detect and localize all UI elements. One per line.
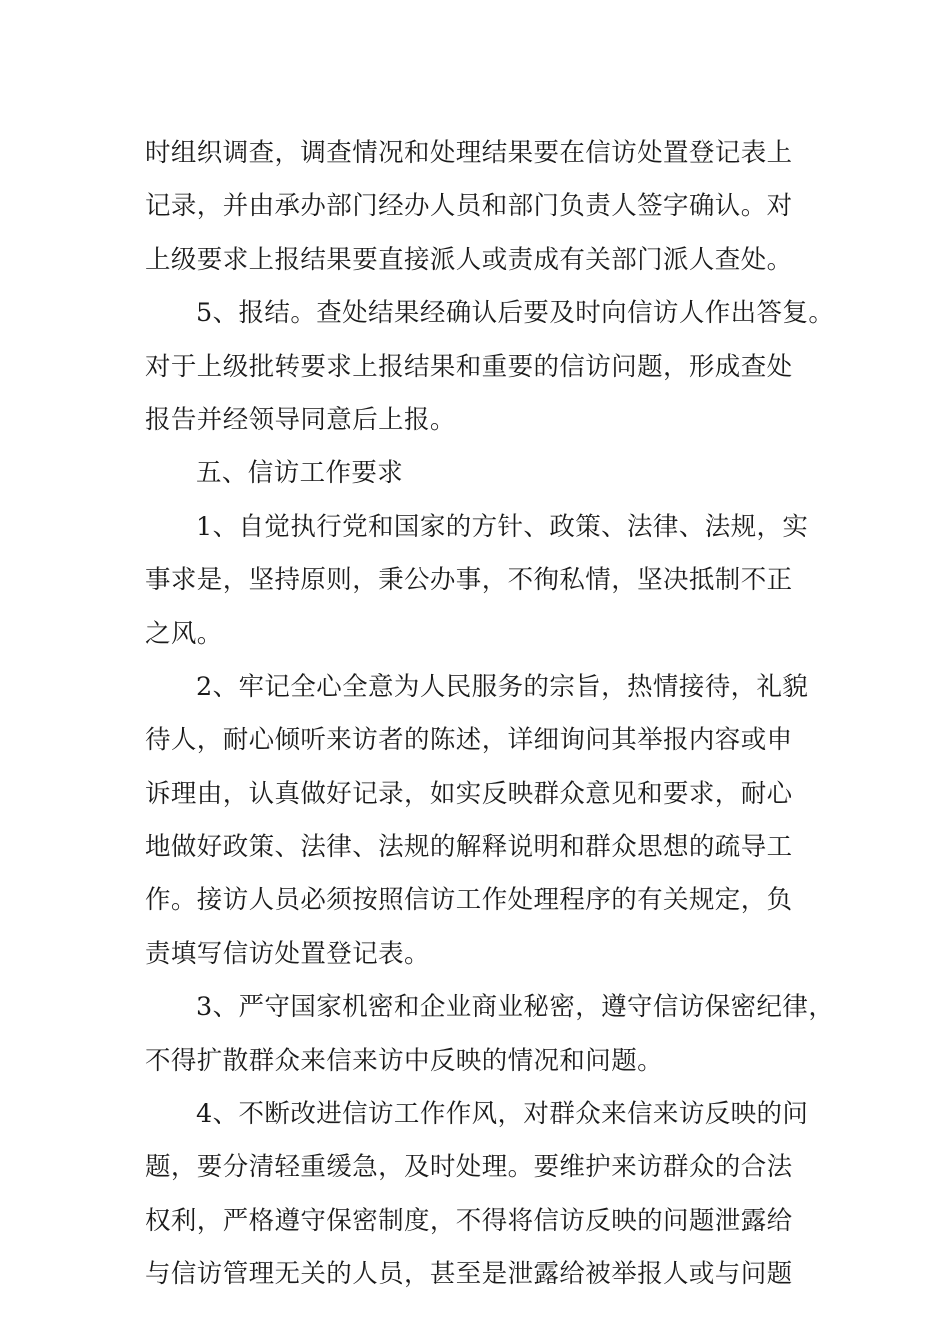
text-line: 3、严守国家机密和企业商业秘密，遵守信访保密纪律， [196,992,835,1023]
paragraph-requirement-3 [145,987,835,1094]
paragraph-investigation-record [145,133,825,293]
text-line: 记录，并由承办部门经办人员和部门负责人签字确认。对 [145,191,793,222]
text-line: 5、报结。查处结果经确认后要及时向信访人作出答复。 [196,298,835,329]
text-line: 1、自觉执行党和国家的方针、政策、法律、法规，实 [196,511,809,542]
paragraph-item-5-report [145,293,835,453]
text-line: 权利，严格遵守保密制度，不得将信访反映的问题泄露给 [145,1205,793,1236]
text-line: 上级要求上报结果要直接派人或责成有关部门派人查处。 [145,244,793,275]
paragraph-requirement-1 [145,507,825,667]
text-line: 作。接访人员必须按照信访工作处理程序的有关规定，负 [145,885,793,916]
text-line: 诉理由，认真做好记录，如实反映群众意见和要求，耐心 [145,778,793,809]
text-line: 时组织调查，调查情况和处理结果要在信访处置登记表上 [145,138,793,168]
section-heading: 五、信访工作要求 [196,458,404,489]
text-line: 题，要分清轻重缓急，及时处理。要维护来访群众的合法 [145,1152,793,1183]
text-line: 不得扩散群众来信来访中反映的情况和问题。 [145,1045,664,1076]
text-line: 4、不断改进信访工作作风，对群众来信来访反映的问 [196,1099,809,1130]
paragraph-requirement-4 [145,1094,825,1308]
document-body [145,133,835,1308]
section-heading-requirements [145,453,825,506]
text-line: 地做好政策、法律、法规的解释说明和群众思想的疏导工 [145,832,793,863]
text-line: 对于上级批转要求上报结果和重要的信访问题，形成查处 [145,351,793,382]
paragraph-requirement-2 [145,667,825,987]
text-line: 责填写信访处置登记表。 [145,938,430,969]
text-line: 报告并经领导同意后上报。 [145,404,456,435]
text-line: 2、牢记全心全意为人民服务的宗旨，热情接待，礼貌 [196,671,809,702]
text-line: 与信访管理无关的人员，甚至是泄露给被举报人或与问题 [145,1259,793,1290]
text-line: 待人，耐心倾听来访者的陈述，详细询问其举报内容或申 [145,725,793,756]
text-line: 事求是，坚持原则，秉公办事，不徇私情，坚决抵制不正 [145,565,793,596]
text-line: 之风。 [145,618,223,649]
